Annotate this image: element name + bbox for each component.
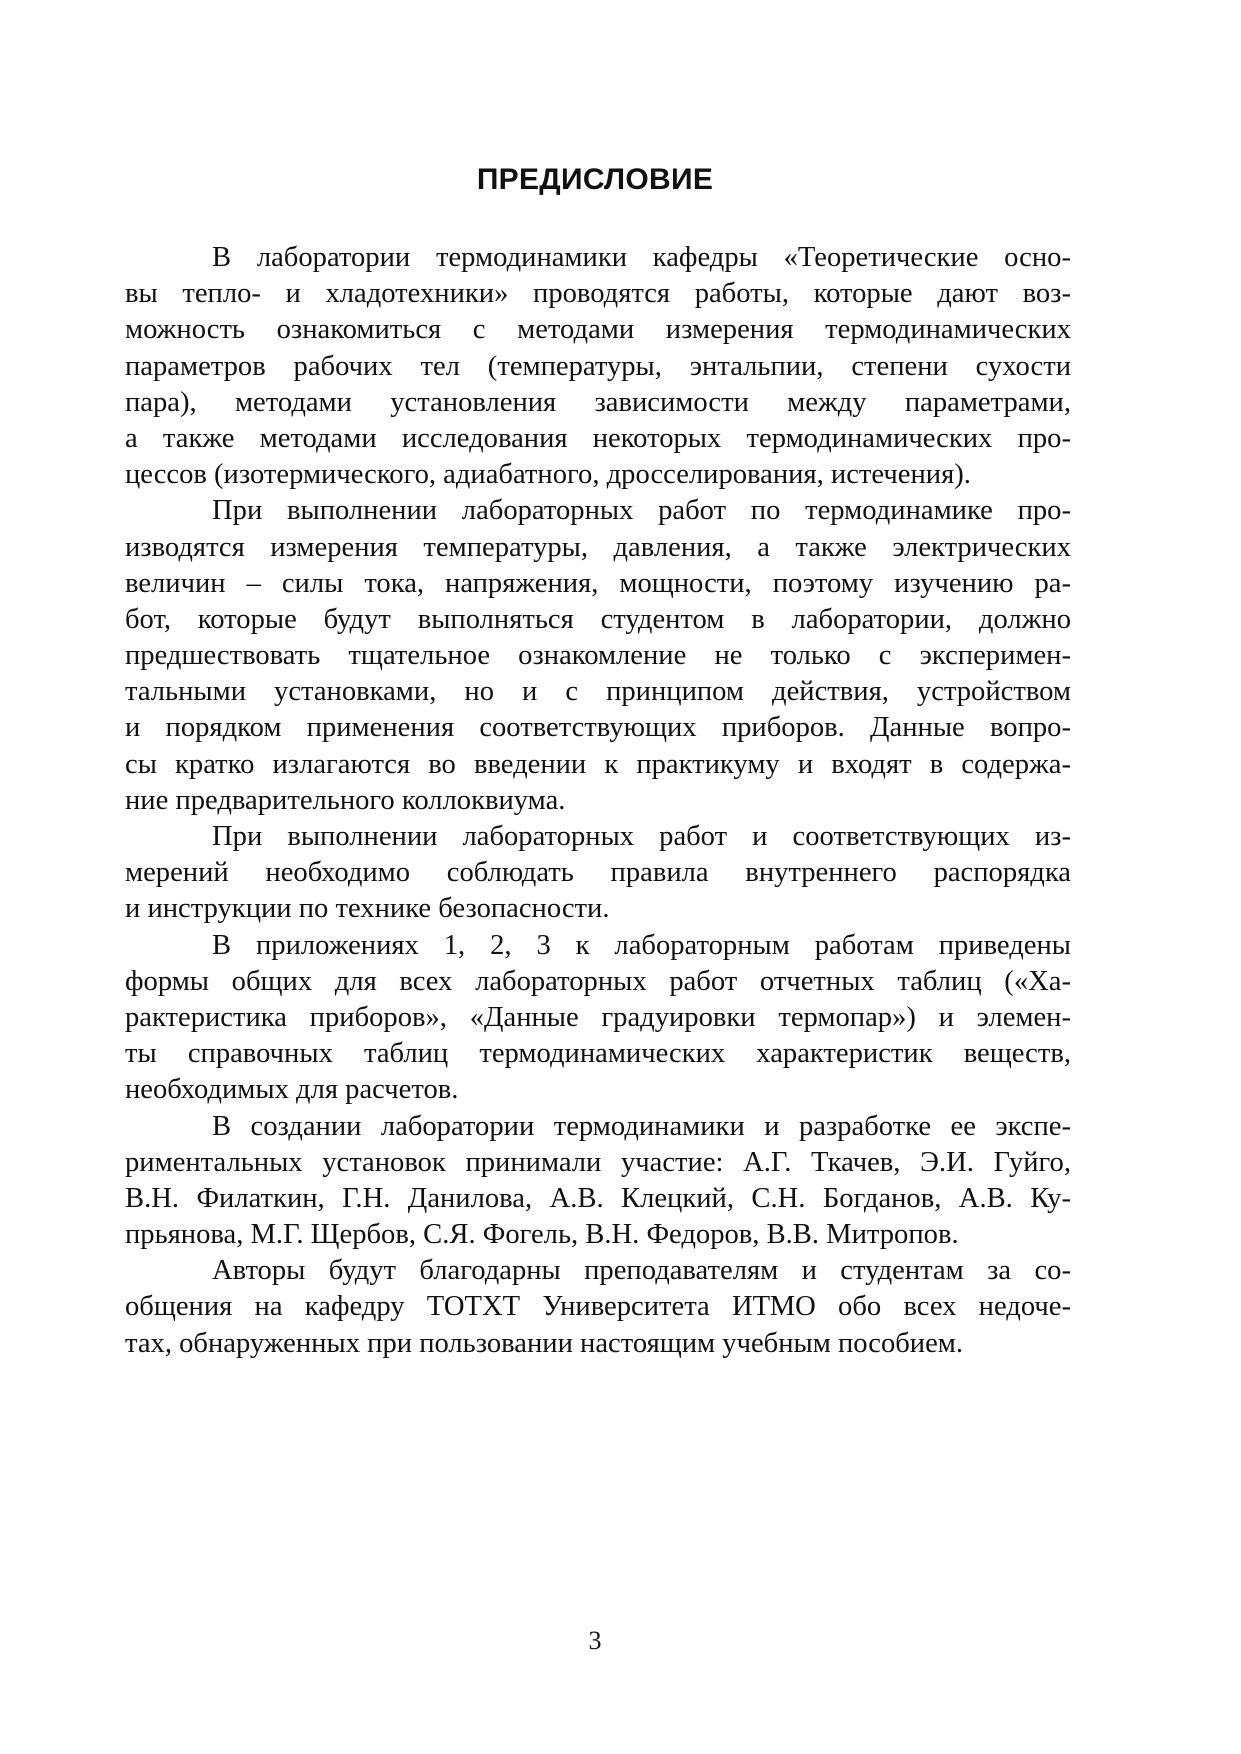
text-line: При выполнении лабораторных работ по термодинамике про-: [212, 495, 1071, 527]
text-line: мерений необходимо соблюдать правила внутреннего распорядка: [125, 857, 1071, 889]
text-line: пара), методами установления зависимости между параметрами,: [125, 386, 1071, 418]
paragraph: [125, 493, 1071, 819]
text-line: При выполнении лабораторных работ и соответствующих из-: [212, 821, 1071, 852]
text-line: риментальных установок принимали участие: А.Г. Ткачев, Э.И. Гуйго,: [125, 1146, 1071, 1178]
text-line: рактеристика приборов», «Данные градуировки термопар») и элемен-: [125, 1001, 1071, 1033]
text-line: В.Н. Филаткин, Г.Н. Данилова, А.В. Клецкий, С.Н. Богданов, А.В. Ку-: [125, 1182, 1071, 1214]
paragraph: [125, 1109, 1071, 1254]
text-line: сы кратко излагаются во введении к практикуму и входят в содержа-: [125, 748, 1071, 780]
text-line: изводятся измерения температуры, давления, а также электрических: [125, 531, 1071, 563]
paragraph: [125, 819, 1071, 928]
page-title: ПРЕДИСЛОВИЕ: [476, 163, 714, 196]
text-line: и инструкции по технике безопасности.: [125, 893, 610, 925]
text-line: предшествовать тщательное ознакомление не только с эксперимен-: [125, 640, 1071, 672]
text-line: цессов (изотермического, адиабатного, дросселирования, истечения).: [125, 459, 971, 491]
text-line: можность ознакомиться с методами измерения термодинамических: [125, 314, 1071, 346]
text-line: тах, обнаруженных при пользовании настоящим учебным пособием.: [125, 1327, 964, 1359]
text-line: прьянова, М.Г. Щербов, С.Я. Фогель, В.Н. Федоров, В.В. Митропов.: [125, 1219, 959, 1251]
paragraph: [125, 1253, 1071, 1362]
body-text: [125, 240, 1071, 1362]
text-line: В создании лаборатории термодинамики и разработке ее экспе-: [212, 1110, 1071, 1142]
text-line: и порядком применения соответствующих приборов. Данные вопро-: [125, 712, 1071, 744]
text-line: В приложениях 1, 2, 3 к лабораторным работам приведены: [212, 929, 1071, 961]
text-line: В лаборатории термодинамики кафедры «Теоретические осно-: [212, 242, 1071, 273]
paragraph: [125, 928, 1071, 1109]
text-line: вы тепло- и хладотехники» проводятся работы, которые дают воз-: [125, 278, 1071, 310]
paragraph: [125, 240, 1071, 493]
text-line: необходимых для расчетов.: [125, 1074, 459, 1106]
text-line: ты справочных таблиц термодинамических характеристик веществ,: [125, 1038, 1071, 1070]
text-line: Авторы будут благодарны преподавателям и студентам за со-: [212, 1255, 1071, 1287]
text-line: общения на кафедру ТОТХТ Университета ИТМО обо всех недоче-: [125, 1291, 1071, 1323]
text-line: а также методами исследования некоторых термодинамических про-: [125, 422, 1071, 454]
page-number: 3: [588, 1626, 602, 1655]
text-line: тальными установками, но и с принципом действия, устройством: [125, 676, 1071, 708]
text-line: параметров рабочих тел (температуры, энтальпии, степени сухости: [125, 350, 1071, 382]
text-line: ние предварительного коллоквиума.: [125, 784, 566, 816]
text-line: бот, которые будут выполняться студентом в лаборатории, должно: [125, 603, 1071, 635]
text-line: формы общих для всех лабораторных работ отчетных таблиц («Ха-: [125, 965, 1071, 997]
text-line: величин – силы тока, напряжения, мощности, поэтому изучению ра-: [125, 567, 1071, 599]
